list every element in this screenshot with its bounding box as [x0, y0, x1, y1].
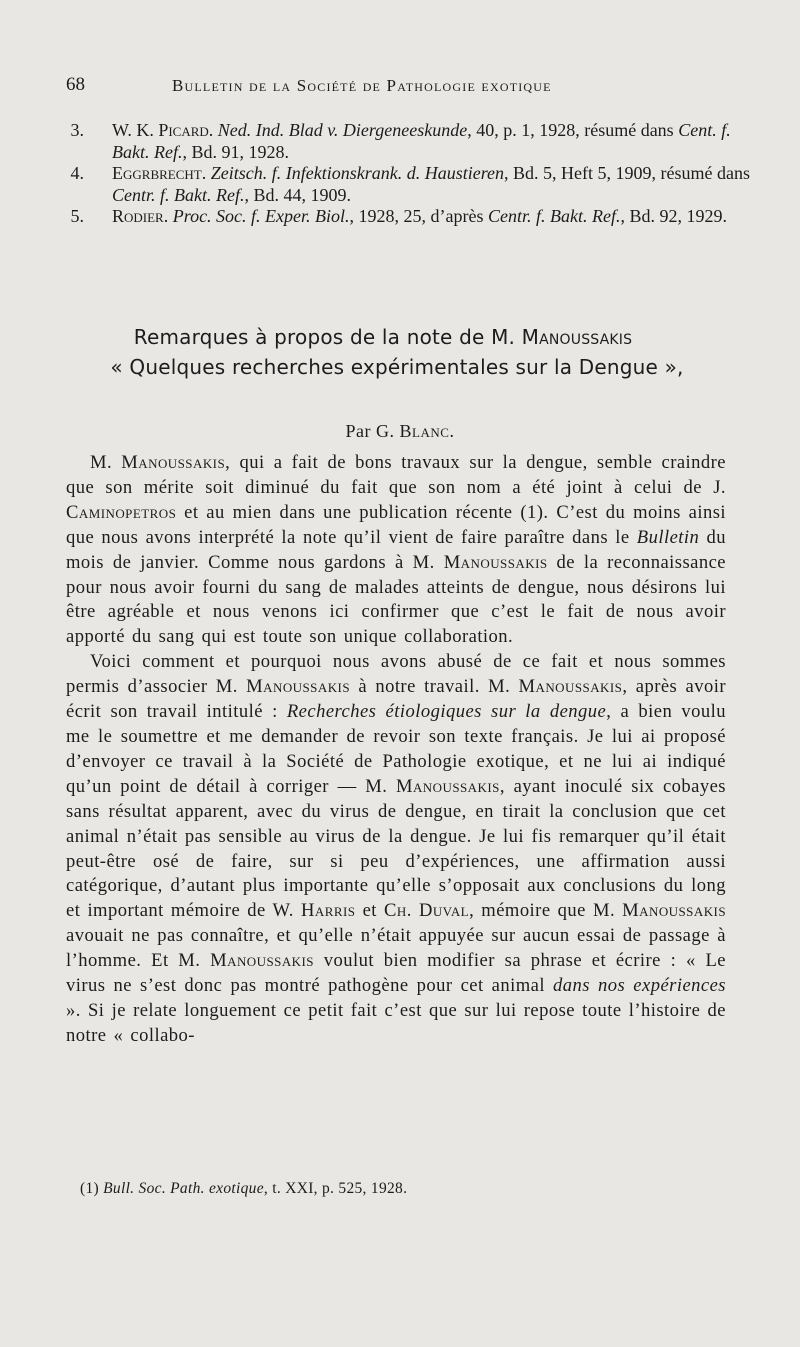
- reference-journal: Zeitsch. f. Infektionskrank. d. Haustieren: [210, 163, 505, 183]
- reference-details: , Bd. 5, Heft 5, 1909, résumé dans: [504, 163, 750, 183]
- body-paragraph: [66, 650, 726, 1049]
- italic-text: Recherches étiologiques sur la dengue: [286, 701, 607, 723]
- person-name: Caminopetros: [66, 501, 177, 523]
- body-paragraph: [66, 451, 726, 650]
- text-run: , mémoire que M.: [469, 900, 623, 922]
- text-run: avouait ne pas connaître, et qu’elle n’était appuyée sur aucun essai de passage à l’homme. Et M.: [66, 925, 726, 972]
- text-run: et au mien dans une publication récente (1). C’est du moins ainsi que nous avons interprété la note qu’il vient de faire paraître dans le: [66, 501, 726, 548]
- reference-details: , 1928, 25, d’après: [349, 206, 489, 226]
- italic-text: dans nos expériences: [553, 975, 726, 997]
- text-run: , a bien voulu me le soumettre et me demander de revoir son texte français. Je lui ai proposé d’envoyer ce travail à la Société de Pathologie exotique, et ne lui ai indiqué qu’un point de détail à corriger — M.: [66, 701, 726, 797]
- text-run: M.: [90, 452, 122, 473]
- text-run: , ayant inoculé six cobayes sans résultat apparent, avec du virus de dengue, en tirait la conclusion que cet animal n’était pas sensible au virus de la dengue. Je lui fis remarquer qu’il était peut-être osé de faire, sur si peu d’expériences, une affirmation aussi catégorique, d’autant plus importante qu’elle s’opposait aux conclusions du long et important mémoire de W.: [66, 775, 726, 922]
- reference-author: Rodier.: [112, 206, 169, 226]
- person-name: Manoussakis: [395, 775, 500, 797]
- journal-title: Bulletin de la Société de Pathologie exotique: [172, 76, 552, 95]
- text-run: , qui a fait de bons travaux sur la dengue, semble craindre que son mérite soit diminué du fait que son nom a été joint à celui de J.: [66, 452, 726, 498]
- reference-details-secondary: , Bd. 91, 1928.: [182, 141, 289, 162]
- reference-journal-secondary: Centr. f. Bakt. Ref.: [112, 184, 245, 205]
- footnote-journal: Bull. Soc. Path. exotique: [103, 1180, 264, 1197]
- byline: [0, 421, 800, 442]
- italic-text: Bulletin: [636, 526, 700, 548]
- person-name: Harris: [301, 900, 356, 922]
- article-title: [0, 322, 800, 382]
- person-name: Manoussakis: [121, 452, 226, 473]
- reference-details: , 40, p. 1, 1928, résumé dans: [467, 120, 679, 140]
- text-run: du mois de janvier. Comme nous gardons à M.: [66, 526, 726, 573]
- reference-number: 4.: [70, 163, 84, 183]
- reference-list: [62, 120, 762, 228]
- person-name: Ch. Duval: [384, 900, 470, 922]
- person-name: Manoussakis: [518, 676, 623, 698]
- person-name: Manoussakis: [210, 950, 314, 972]
- text-run: à notre travail. M.: [350, 676, 519, 698]
- reference-item: [62, 163, 762, 206]
- person-name: Manoussakis: [246, 676, 351, 698]
- footnote: [80, 1180, 740, 1198]
- reference-item: [62, 120, 762, 163]
- page-number: 68: [66, 74, 85, 95]
- title-line-1: [0, 322, 800, 352]
- reference-details-secondary: , Bd. 44, 1909.: [244, 184, 351, 205]
- footnote-marker: (1): [80, 1180, 104, 1197]
- text-run: voulut bien modifier sa phrase et écrire : « Le virus ne s’est donc pas montré pathogène pour cet animal: [66, 950, 726, 997]
- text-run: ». Si je relate longuement ce petit fait c’est que sur lui repose toute l’histoire de notre « collabo-: [66, 999, 726, 1046]
- text-run: de la reconnaissance pour nous avoir fourni du sang de malades atteints de dengue, nous désirons lui être agréable et nous venons ici confirmer que c’est le fait de nous avoir apporté du sang qui est toute son unique collaboration.: [66, 551, 726, 648]
- reference-journal: Ned. Ind. Blad v. Diergeneeskunde: [217, 120, 468, 140]
- person-name: Manoussakis: [443, 551, 548, 573]
- text-run: et: [355, 900, 385, 922]
- text-run: , après avoir écrit son travail intitulé :: [66, 676, 726, 723]
- reference-author: W. K. Picard.: [112, 120, 214, 140]
- byline-prefix: Par G.: [345, 421, 400, 441]
- footnote-details: , t. XXI, p. 525, 1928.: [263, 1180, 408, 1197]
- byline-author: Blanc.: [399, 421, 455, 441]
- text-run: Voici comment et pourquoi nous avons abusé de ce fait et nous sommes permis d’associer M.: [66, 651, 726, 698]
- reference-journal-secondary: Cent. f. Bakt. Ref.: [112, 120, 731, 162]
- title-line-2: « Quelques recherches expérimentales sur la Dengue »,: [110, 355, 684, 379]
- running-head: [0, 74, 800, 104]
- title-author-name: Manoussakis: [521, 325, 633, 349]
- reference-details-secondary: , Bd. 92, 1929.: [620, 206, 728, 226]
- reference-number: 3.: [70, 120, 84, 140]
- reference-number: 5.: [70, 206, 84, 226]
- reference-author: Eggrbrecht.: [112, 163, 207, 183]
- reference-journal: Proc. Soc. f. Exper. Biol.: [172, 206, 350, 226]
- reference-item: [62, 206, 762, 228]
- reference-journal-secondary: Centr. f. Bakt. Ref.: [488, 206, 621, 226]
- person-name: Manoussakis: [622, 900, 727, 922]
- title-text: Remarques à propos de la note de M.: [133, 325, 522, 349]
- article-body: [66, 451, 726, 1049]
